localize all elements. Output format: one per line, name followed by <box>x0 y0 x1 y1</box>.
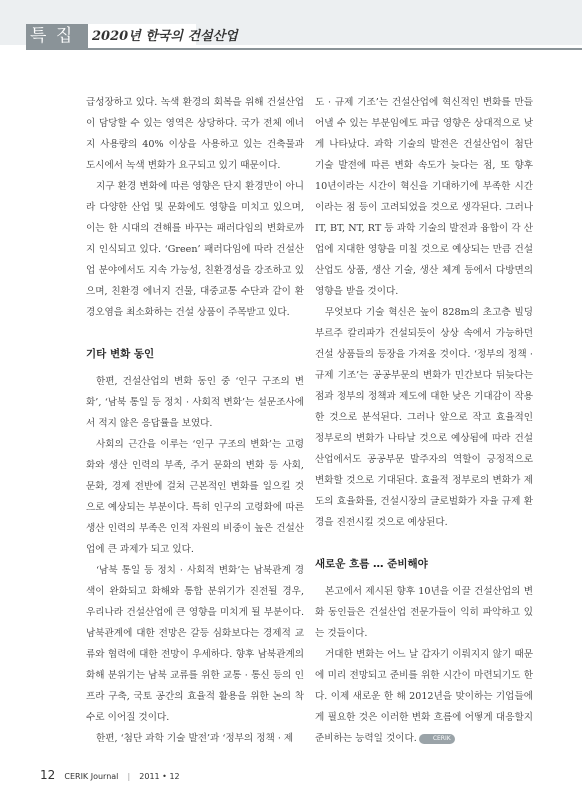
paragraph-text: 거대한 변화는 어느 날 갑자기 이뤄지지 않기 때문에 미리 전망되고 준비를 위한 시간이 마련되기도 한다. 이제 새로운 한 해 2012년을 맞이하는 기업들에게 필요한 것은 이러한 변화 흐름에 어떻게 대응할지 준비하는 능력일 것이다. <box>315 649 533 744</box>
left-column <box>86 92 304 749</box>
paragraph: ‘남북 통일 등 정치 · 사회적 변화’는 남북관계 경색이 완화되고 화해와 통합 분위기가 진전될 경우, 우리나라 건설산업에 큰 영향을 미치게 될 부분이다. 남북관계에 대한 전망은 갈등 심화보다는 경제적 교류와 협력에 대한 전망이 우세하다. 향후 남북관계의 화해 분위기는 남북 교류를 위한 교통 · 통신 등의 인프라 구축, 국토 공간의 효율적 활용을 위한 논의 착수로 이어질 것이다. <box>86 565 304 723</box>
footer-separator: | <box>127 772 131 781</box>
journal-name: CERIK Journal <box>64 772 119 781</box>
section-heading: 기타 변화 동인 <box>86 348 155 360</box>
paragraph: 지구 환경 변화에 따른 영향은 단지 환경만이 아니라 다양한 산업 및 문화에도 영향을 미치고 있으며, 이는 한 시대의 견해를 바꾸는 패러다임의 변화로까지 인식되고 있다. ‘Green’ 패러다임에 따라 건설산업 분야에서도 지속 가능성, 친환경성을 강조하고 있으며, 친환경 에너지 건물, 대중교통 수단과 같이 환경오염을 최소화하는 건설 상품이 주목받고 있다. <box>86 181 304 318</box>
page-footer <box>40 764 180 783</box>
paragraph: 무엇보다 기술 혁신은 높이 828m의 초고층 빌딩 부르주 칼리파가 건설되듯이 상상 속에서 가능하던 건설 상품들의 등장을 가져올 것이다. ‘정부의 정책 · 규제 기조’는 공공부문의 변화가 민간보다 뒤늦다는 점과 정부의 정책과 제도에 대한 낮은 기대감이 작용한 것으로 분석된다. 그러나 앞으로 작고 효율적인 정부로의 변화가 나타날 것으로 예상됨에 따라 건설산업에서도 공공부문 발주자의 역할이 긍정적으로 변화할 것으로 기대된다. 효율적 정부로의 변화가 제도의 효율화를, 건설시장의 글로벌화가 자율 규제 환경을 진전시킬 것으로 예상된다. <box>315 307 533 528</box>
section-title: 2020년 한국의 건설산업 <box>92 29 238 44</box>
page-header <box>0 0 582 52</box>
paragraph: 한편, ‘첨단 과학 기술 발전’과 ‘정부의 정책 · 제 <box>96 733 294 744</box>
paragraph: 급성장하고 있다. 녹색 환경의 회복을 위해 건설산업이 담당할 수 있는 영역은 상당하다. 국가 전체 에너지 사용량의 40% 이상을 사용하고 있는 건축물과 도시에서 녹색 변화가 요구되고 있기 때문이다. <box>86 97 304 171</box>
page-number: 12 <box>40 768 56 782</box>
paragraph: 사회의 근간을 이루는 ‘인구 구조의 변화’는 고령화와 생산 인력의 부족, 주거 문화의 변화 등 사회, 문화, 경제 전반에 걸쳐 근본적인 변화를 일으킬 것으로 예상되는 부분이다. 특히 인구의 고령화에 따른 생산 인력의 부족은 인적 자원의 비중이 높은 건설산업에 큰 과제가 되고 있다. <box>86 439 304 555</box>
paragraph: 본고에서 제시된 향후 10년을 이끌 건설산업의 변화 동인들은 건설산업 전문가들이 익히 파악하고 있는 것들이다. <box>315 586 533 639</box>
paragraph: 도 · 규제 기조’는 건설산업에 혁신적인 변화를 만들어낼 수 있는 부분임에도 파급 영향은 상대적으로 낮게 나타났다. 과학 기술의 발전은 건설산업이 첨단 기술 발전에 따른 변화 속도가 늦다는 점, 또 향후 10년이라는 시간이 혁신을 기대하기에 부족한 시간이라는 점 등이 고려되었을 것으로 생각된다. 그러나 IT, BT, NT, RT 등 과학 기술의 발전과 융합이 각 산업에 지대한 영향을 미칠 것으로 예상되는 만큼 건설산업도 상품, 생산 기술, 생산 체계 등에서 다방면의 영향을 받을 것이다. <box>315 97 533 297</box>
header-divider <box>26 48 582 50</box>
section-heading: 새로운 흐름 … 준비해야 <box>315 558 428 570</box>
end-mark-icon: CERIK <box>419 734 455 744</box>
issue-date: 2011 • 12 <box>139 772 180 781</box>
section-label: 특 집 <box>30 26 75 46</box>
right-column <box>315 92 533 749</box>
paragraph-last <box>315 644 533 749</box>
paragraph: 한편, 건설산업의 변화 동인 중 ‘인구 구조의 변화’, ‘남북 통일 등 정치 · 사회적 변화’는 설문조사에서 적지 않은 응답률을 보였다. <box>86 376 304 429</box>
